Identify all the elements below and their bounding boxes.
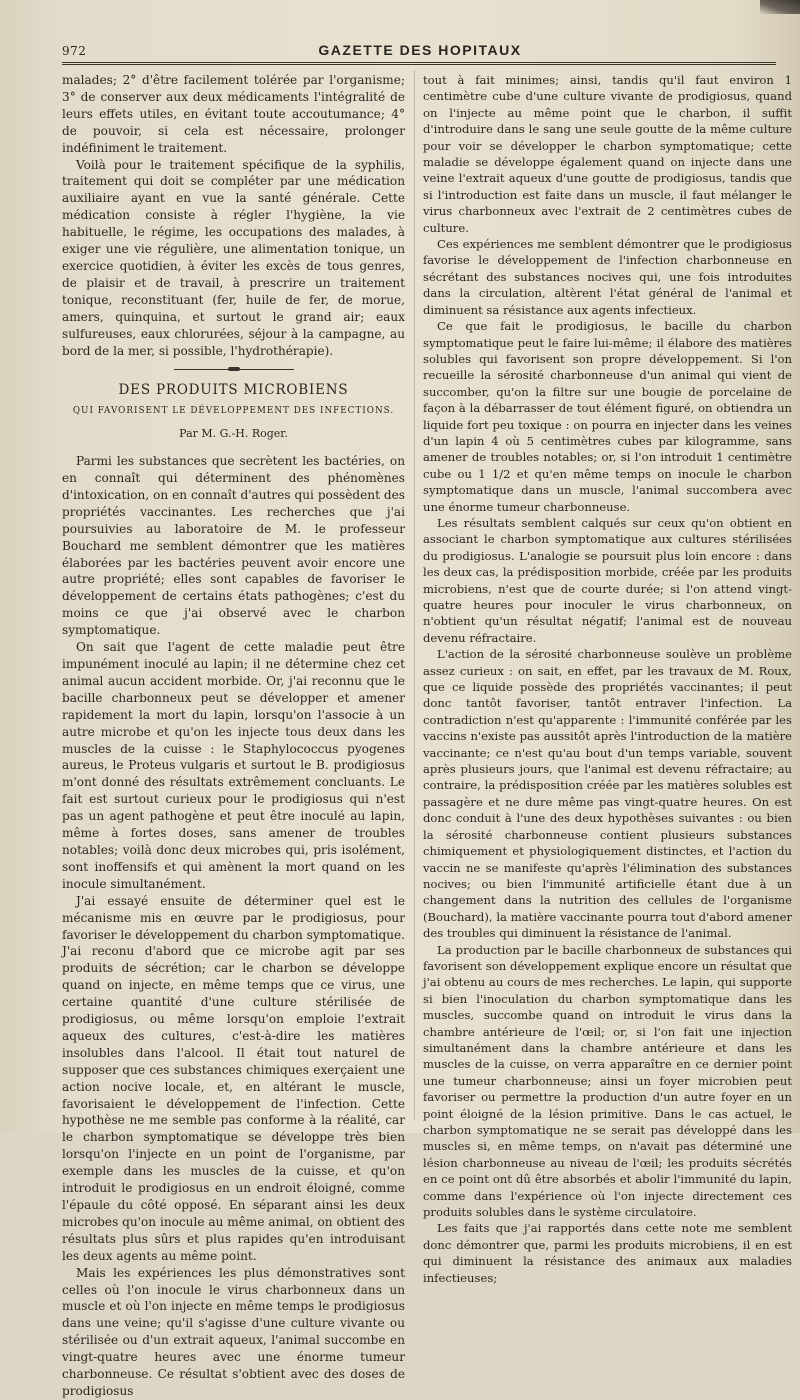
paragraph: Ces expériences me semblent démontrer que le prodigiosus favorise le développement de l'infection charbonneuse en sécrétant des substances nocives qui, une fois introduites dans la circulation, altèrent l'état général de l'animal et diminuent sa résistance aux agents infectieux.	[423, 237, 792, 317]
paragraph: tout à fait minimes; ainsi, tandis qu'il faut environ 1 centimètre cube d'une culture vivante de prodigiosus, quand on l'injecte au même point que le charbon, il suffit d'introduire dans le sang une seule goutte de la même culture pour voir se développer le charbon symptomatique; cette maladie se développe également quand on injecte dans une veine l'extrait aqueux d'une goutte de prodigiosus, tandis que si l'introduction est faite dans un muscle, il faut mélanger le virus charbonneux avec l'extrait de 2 centimètres cubes de culture.	[423, 73, 792, 235]
article-author: Par M. G.-H. Roger.	[179, 427, 288, 441]
header-rule-double	[62, 64, 776, 65]
paragraph: J'ai essayé ensuite de déterminer quel est le mécanisme mis en œuvre par le prodigiosus, pour favoriser le développement du charbon symptomatique. J'ai reconu d'abord que ce microbe agit par ses produits de sécrétion; car le charbon se développe quand on injecte, en même temps que ce virus, une certaine quantité d'une culture stérilisée de prodigiosus, ou même lorsqu'on emploie l'extrait aqueux des cultures, c'est-à-dire les matières insolubles dans l'alcool. Il était tout naturel de supposer que ces substances chimiques exerçaient une action nocive locale, et, en altérant le muscle, favorisaient le développement de l'infection. Cette hypothèse ne me semble pas conforme à la réalité, car le charbon symptomatique se développe très bien lorsqu'on l'injecte en un point de l'organisme, par exemple dans les muscles de la cuisse, et qu'on introduit le prodigiosus en un endroit éloigné, comme l'épaule du côté opposé. En séparant ainsi les deux microbes qu'on inocule au même animal, on obtient des résultats plus sûrs et plus rapides qu'en introduisant les deux agents au même point.	[62, 893, 406, 1263]
paragraph: Les résultats semblent calqués sur ceux qu'on obtient en associant le charbon symptomatique aux cultures stérilisées du prodigiosus. L'analogie se poursuit plus loin encore : dans les deux cas, la prédisposition morbide, créée par les produits microbiens, n'est que de courte durée; si l'on attend vingt-quatre heures pour inoculer le virus charbonneux, on n'obtient qu'un résultat négatif; l'animal est de nouveau devenu réfractaire.	[423, 515, 792, 645]
header-rule	[62, 62, 776, 63]
section-subtitle: QUI FAVORISENT LE DÉVELOPPEMENT DES INFECTIONS.	[72, 406, 395, 417]
paragraph: malades; 2° d'être facilement tolérée par l'organisme; 3° de conserver aux deux médicaments l'intégralité de leurs effets utiles, en évitant toute accoutumance; 4° de pouvoir, si cela est nécessaire, prolonger indéfiniment le traitement.	[62, 73, 405, 155]
section-divider	[174, 369, 294, 370]
paragraph: Ce que fait le prodigiosus, le bacille du charbon symptomatique peut le faire lui-même; il élabore des matières solubles qui favorisent son propre développement. Si l'on recueille la sérosité charbonneuse d'un animal qui vient de succomber, qu'on la filtre sur une bougie de porcelaine de façon à la débarrasser de tout élément figuré, on obtiendra un liquide fort peu toxique : on pourra en injecter dans les veines d'un lapin 4 où 5 centimètres cubes par kilogramme, sans amener de troubles notables; or, si l'on introduit 1 centimètre cube ou 1 1/2 et qu'en même temps on inocule le charbon symptomatique dans un muscle, l'animal succombera avec une énorme tumeur charbonneuse.	[423, 319, 792, 514]
page-number: 972	[62, 44, 87, 58]
section-title: DES PRODUITS MICROBIENS	[118, 382, 349, 399]
journal-title: GAZETTE DES HOPITAUX	[318, 42, 522, 58]
paragraph: Mais les expériences les plus démonstratives sont celles où l'on inocule le virus charbonneux dans un muscle et où l'on injecte en même temps le prodigiosus dans une veine; qu'il s'agisse d'une culture vivante ou stérilisée ou d'un extrait aqueux, l'animal succombe en vingt-quatre heures avec une énorme tumeur charbonneuse. Ce résultat s'obtient avec des doses de prodigiosus	[62, 1265, 405, 1398]
right-column	[423, 72, 792, 1286]
paragraph: La production par le bacille charbonneux de substances qui favorisent son développement explique encore un résultat que j'ai obtenu au cours de mes recherches. Le lapin, qui supporte si bien l'inoculation du charbon symptomatique dans les muscles, succombe quand on introduit le virus dans la chambre antérieure de l'œil; or, si l'on fait une injection simultanément dans la chambre antérieure et dans les muscles de la cuisse, on verra apparaître en ce dernier point une tumeur charbonneuse; ainsi un foyer microbien peut favoriser ou permettre la production d'un autre foyer en un point éloigné de la lésion primitive. Dans le cas actuel, le charbon symptomatique ne se serait pas développé dans les muscles si, en même temps, on n'avait pas déterminé une lésion charbonneuse au niveau de l'œil; les produits sécrétés en ce point ont dû être absorbés et abolir l'immunité du lapin, comme dans l'expérience où l'on injecte directement ces produits solubles dans le système circulatoire.	[423, 942, 792, 1220]
paragraph: Les faits que j'ai rapportés dans cette note me semblent donc démontrer que, parmi les produits microbiens, il en est qui diminuent la résistance des animaux aux maladies infectieuses;	[423, 1221, 792, 1285]
paragraph: L'action de la sérosité charbonneuse soulève un problème assez curieux : on sait, en effet, par les travaux de M. Roux, que ce liquide possède des propriétés vaccinantes; il peut donc tantôt favoriser, tantôt entraver l'infection. La contradiction n'est qu'apparente : l'immunité conférée par les vaccins n'existe pas aussitôt après l'introduction de la matière vaccinante; ce n'est qu'au bout d'un temps variable, souvent après plusieurs jours, que l'animal est devenu réfractaire; au contraire, la prédisposition créée par les matières solubles est passagère et ne dure même pas vingt-quatre heures. On est donc conduit à l'une des deux hypothèses suivantes : ou bien la sérosité charbonneuse contient plusieurs substances chimiquement et physiologiquement distinctes, et l'action du vaccin ne se manifeste qu'après l'élimination des substances nocives; ou bien l'immunité artificielle étant due à un changement dans la nutrition des cellules de l'organisme (Bouchard), la matière vaccinante pourra tout d'abord amener des troubles qui diminuent la résistance de l'animal.	[423, 647, 792, 941]
paragraph: Voilà pour le traitement spécifique de la syphilis, traitement qui doit se compléter par une médication auxiliaire ayant en vue la santé générale. Cette médication consiste à régler l'hygiène, la vie habituelle, le régime, les occupations des malades, à exiger une vie régulière, une alimentation tonique, un exercice quotidien, à éviter les excès de tous genres, de plaisir et de travail, à prescrire un traitement tonique, reconstituant (fer, huile de fer, de morue, amers, quinquina, et surtout le grand air; eaux sulfureuses, eaux chlorurées, séjour à la campagne, au bord de la mer, si possible, l'hydrothérapie).	[62, 157, 405, 358]
left-column	[62, 72, 405, 1400]
paragraph: On sait que l'agent de cette maladie peut être impunément inoculé au lapin; il ne détermine chez cet animal aucun accident morbide. Or, j'ai reconnu que le bacille charbonneux peut se développer et amener rapidement la mort du lapin, lorsqu'on l'associe à un autre microbe et qu'on les injecte tous deux dans les muscles de la cuisse : le Staphylococcus pyogenes aureus, le Proteus vulgaris et surtout le B. prodigiosus m'ont donné des résultats extrêmement concluants. Le fait est surtout curieux pour le prodigiosus qui n'est pas un agent pathogène et peut être inoculé au lapin, même à fortes doses, sans amener de troubles notables; voilà donc deux microbes qui, pris isolément, sont inoffensifs et qui amènent la mort quand on les inocule simultanément.	[62, 640, 405, 891]
paragraph: Parmi les substances que secrètent les bactéries, on en connaît qui déterminent des phénomènes d'intoxication, on en connaît d'autres qui possèdent des propriétés vaccinantes. Les recherches que j'ai poursuivies au laboratoire de M. le professeur Bouchard me semblent démontrer que les matières élaborées par les bactéries peuvent avoir encore une autre propriété; elles sont capables de favoriser le développement de certains états pathogènes; c'est du moins ce que j'ai observé avec le charbon symptomatique.	[62, 454, 405, 638]
page-corner-shadow	[760, 0, 800, 14]
column-separator	[414, 70, 415, 1120]
